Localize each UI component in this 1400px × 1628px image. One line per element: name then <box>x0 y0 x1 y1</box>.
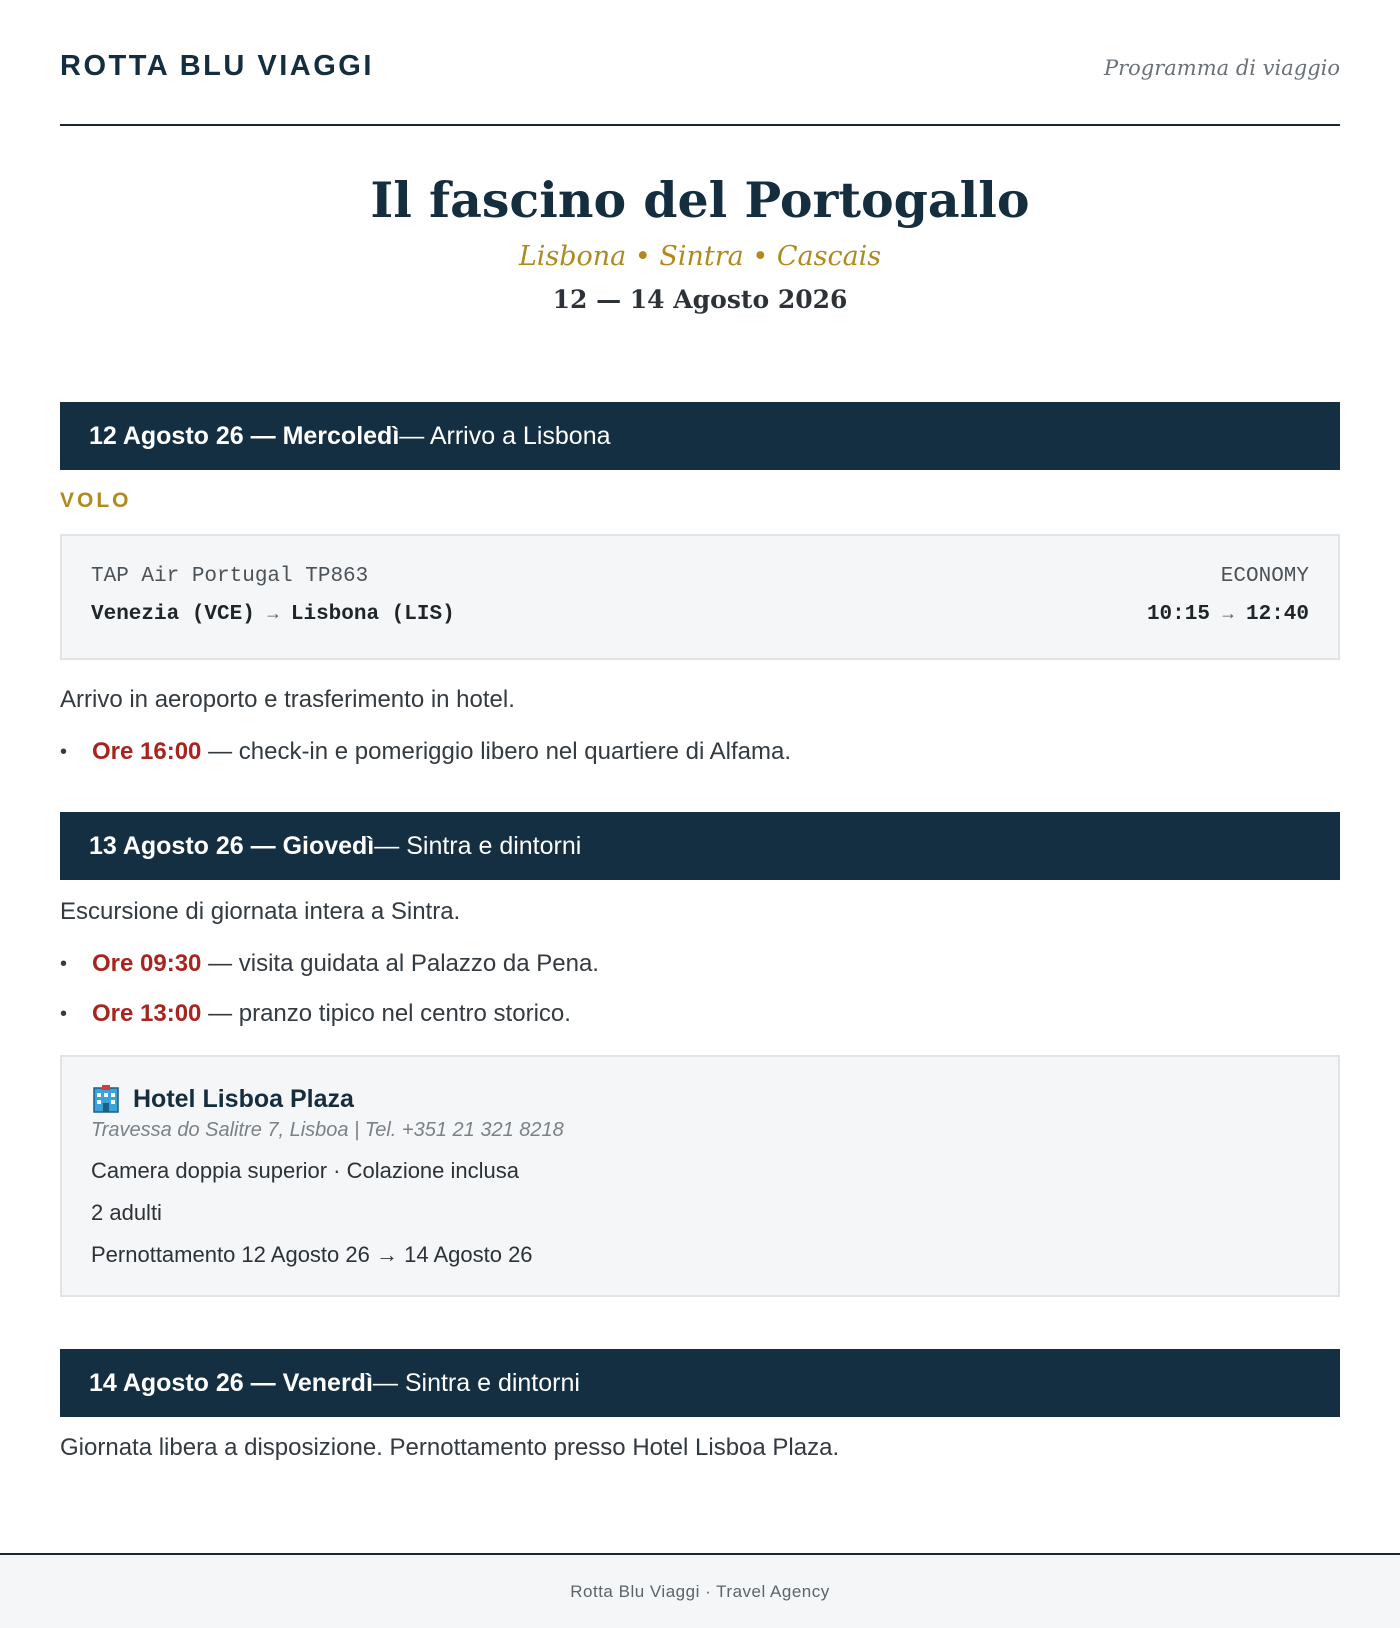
hotel-icon <box>91 1085 121 1113</box>
day-header-1 <box>60 402 1340 470</box>
schedule-item <box>60 999 1340 1029</box>
hotel-guests: 2 adulti <box>91 1200 162 1225</box>
trip-destinations: Lisbona • Sintra • Cascais <box>518 241 882 272</box>
hotel-card <box>60 1055 1340 1297</box>
schedule-item <box>60 737 1340 767</box>
flight-card <box>60 534 1340 660</box>
day-date: 14 Agosto 26 — Venerdì <box>89 1368 373 1397</box>
day-intro: Arrivo in aeroporto e trasferimento in hotel. <box>60 686 515 713</box>
footer-text: Rotta Blu Viaggi · Travel Agency <box>570 1581 830 1601</box>
day-date: 13 Agosto 26 — Giovedì <box>89 831 375 860</box>
schedule-item <box>60 949 1340 979</box>
flight-carrier: TAP Air Portugal TP863 <box>91 565 369 588</box>
flight-destination: Lisbona (LIS) <box>290 603 455 626</box>
schedule-time: Ore 13:00 <box>92 1000 202 1027</box>
flight-arrival: 12:40 <box>1245 603 1309 626</box>
route-arrow-icon: → <box>267 605 279 625</box>
itinerary-page <box>60 0 1340 1463</box>
flight-origin: Venezia (VCE) <box>91 603 255 626</box>
flight-times <box>1147 602 1309 628</box>
day-intro: Giornata libera a disposizione. Pernottamento presso Hotel Lisboa Plaza. <box>60 1434 840 1461</box>
schedule-text: — check-in e pomeriggio libero nel quartiere di Alfama. <box>201 738 792 765</box>
schedule-time: Ore 16:00 <box>92 738 202 765</box>
flight-section-label: VOLO <box>60 489 132 512</box>
hotel-room: Camera doppia superior · Colazione inclusa <box>91 1158 520 1183</box>
hotel-name: Hotel Lisboa Plaza <box>133 1085 354 1113</box>
hotel-stay: Pernottamento 12 Agosto 26 → 14 Agosto 26 <box>91 1242 533 1267</box>
flight-class: ECONOMY <box>1220 565 1309 588</box>
day-header-3 <box>60 1349 1340 1417</box>
time-arrow-icon: → <box>1222 605 1234 625</box>
hotel-title <box>91 1083 1309 1115</box>
page-footer <box>0 1553 1400 1628</box>
hotel-address: Travessa do Salitre 7, Lisboa | Tel. +351 21 321 8218 <box>91 1119 564 1141</box>
day-theme: — Sintra e dintorni <box>374 831 582 860</box>
day-header-2 <box>60 812 1340 880</box>
schedule-time: Ore 09:30 <box>92 950 202 977</box>
schedule-text: — visita guidata al Palazzo da Pena. <box>201 950 599 977</box>
document-type: Programma di viaggio <box>1103 56 1340 80</box>
flight-departure: 10:15 <box>1146 603 1210 626</box>
day-theme: — Arrivo a Lisbona <box>399 421 611 450</box>
trip-title: Il fascino del Portogallo <box>370 171 1030 229</box>
trip-dates: 12 — 14 Agosto 2026 <box>552 285 848 314</box>
brand-logo: ROTTA BLU VIAGGI <box>60 49 374 82</box>
flight-route <box>91 602 455 628</box>
schedule-text: — pranzo tipico nel centro storico. <box>201 1000 571 1027</box>
top-bar <box>60 0 1340 126</box>
day-intro: Escursione di giornata intera a Sintra. <box>60 898 461 925</box>
day-theme: — Sintra e dintorni <box>372 1368 580 1397</box>
day-date: 12 Agosto 26 — Mercoledì <box>89 421 400 450</box>
trip-hero <box>60 126 1340 402</box>
